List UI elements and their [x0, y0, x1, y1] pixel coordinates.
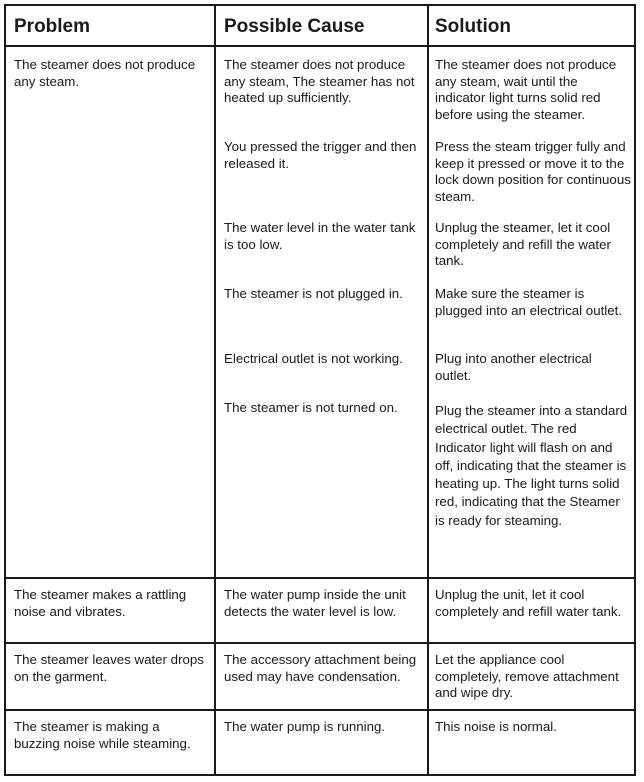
row1-solution-4: Make sure the steamer is plugged into an electrical outlet. [435, 286, 623, 318]
row4-problem: The steamer is making a buzzing noise while steaming. [14, 719, 191, 751]
row3-solution: Let the appliance cool completely, remove attachment and wipe dry. [435, 652, 619, 700]
header-problem: Problem [14, 16, 91, 37]
row-divider [6, 577, 634, 579]
row1-solution-3: Unplug the steamer, let it cool completely and refill the water tank. [435, 220, 611, 268]
row1-cause-2: You pressed the trigger and then released it. [224, 139, 417, 171]
row-divider [6, 709, 634, 711]
troubleshooting-table [4, 4, 636, 776]
row1-solution-5: Plug into another electrical outlet. [435, 351, 592, 383]
column-divider [427, 6, 429, 774]
row2-cause: The water pump inside the unit detects the water level is low. [224, 587, 406, 619]
row2-problem: The steamer makes a rattling noise and vibrates. [14, 587, 187, 619]
row2-solution: Unplug the unit, let it cool completely and refill water tank. [435, 587, 622, 619]
header-possible-cause: Possible Cause [224, 16, 365, 37]
column-divider [214, 6, 216, 774]
row1-cause-6: The steamer is not turned on. [224, 400, 398, 415]
row3-problem: The steamer leaves water drops on the garment. [14, 652, 204, 684]
row1-cause-1: The steamer does not produce any steam, The steamer has not heated up sufficiently. [224, 57, 415, 105]
row1-solution-1: The steamer does not produce any steam, wait until the indicator light turns solid red before using the steamer. [435, 57, 617, 122]
row1-cause-3: The water level in the water tank is too low. [224, 220, 416, 252]
row1-problem: The steamer does not produce any steam. [14, 57, 196, 89]
row4-cause: The water pump is running. [224, 719, 386, 734]
row1-solution-2: Press the steam trigger fully and keep it pressed or move it to the lock down position for continuous steam. [435, 139, 631, 204]
header-solution: Solution [435, 16, 511, 37]
row1-cause-4: The steamer is not plugged in. [224, 286, 403, 301]
row3-cause: The accessory attachment being used may have condensation. [224, 652, 417, 684]
row1-cause-5: Electrical outlet is not working. [224, 351, 403, 366]
row1-solution-6: Plug the steamer into a standard electrical outlet. The red Indicator light will flash on and off, indicating that the steamer is heating up. The light turns solid red, indicating that the Steamer is ready for steaming. [435, 403, 628, 528]
row-divider [6, 642, 634, 644]
row4-solution: This noise is normal. [435, 719, 557, 734]
header-divider [6, 45, 634, 47]
